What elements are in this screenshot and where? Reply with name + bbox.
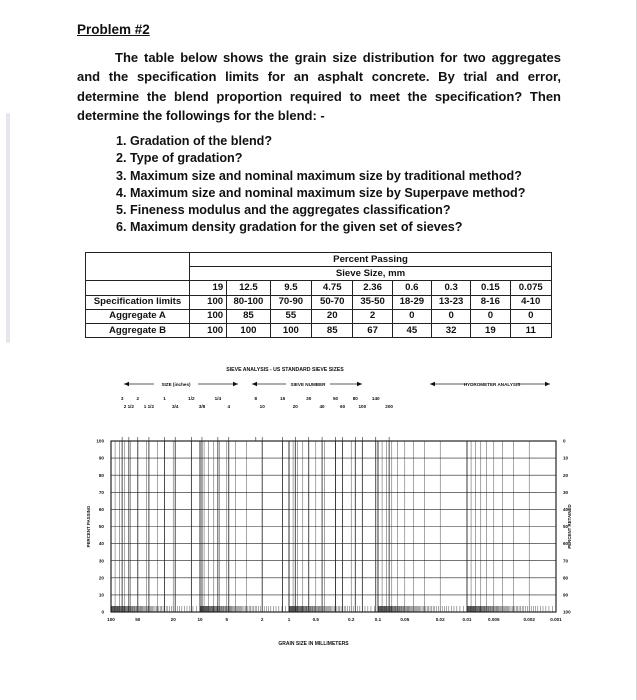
- right-axis-tick: 30: [563, 489, 569, 495]
- x-axis-tick: 10: [197, 617, 203, 622]
- right-axis-tick: 90: [563, 592, 569, 598]
- table-cell: 100: [270, 323, 311, 337]
- inch-size-label: 3: [120, 396, 124, 401]
- table-cell: [86, 281, 190, 295]
- sieve-number-label: 10: [259, 404, 265, 409]
- left-axis-tick: 0: [101, 609, 104, 615]
- gradation-chart: [80, 357, 580, 682]
- sieve-size-cell: 12.5: [227, 281, 271, 295]
- table-cell: 70-90: [270, 295, 311, 309]
- right-axis-tick: 80: [563, 575, 569, 581]
- left-axis-tick: 10: [98, 592, 104, 598]
- chart-grid: [111, 437, 556, 612]
- question-list: [116, 133, 525, 237]
- table-row: [86, 323, 552, 337]
- row-label: Specification limits: [86, 295, 190, 309]
- sieve-number-label: 40: [319, 404, 325, 409]
- sieve-number-label: 200: [385, 404, 393, 409]
- right-axis-title: PERCENT RETAINED: [567, 504, 572, 549]
- sieve-number-label: 100: [358, 404, 367, 409]
- table-cell: 85: [312, 323, 353, 337]
- sieve-size-cell: 2.36: [353, 281, 392, 295]
- x-axis-tick: 0.001: [550, 617, 562, 622]
- arrow-head-left: [430, 382, 435, 386]
- table-row: [86, 295, 552, 309]
- right-axis-tick: 20: [563, 472, 569, 478]
- sieve-size-cell: 9.5: [270, 281, 311, 295]
- question-item: [116, 150, 525, 167]
- table-cell: 0: [431, 309, 470, 323]
- sieve-number-label: 80: [352, 396, 358, 401]
- table-cell: 19: [471, 323, 510, 337]
- table-cell: 8-16: [471, 295, 510, 309]
- inch-size-label: 3/8: [198, 404, 206, 409]
- sieve-size-cell: 4.75: [312, 281, 353, 295]
- question-item: [116, 185, 525, 202]
- x-axis-tick: 0.1: [374, 617, 382, 622]
- table-cell: 80-100: [227, 295, 271, 309]
- sieve-size-cell: 19: [190, 281, 227, 295]
- left-axis-tick: 70: [98, 489, 104, 495]
- sieve-size-cell: 0.075: [510, 281, 551, 295]
- sieve-number-label: 60: [340, 404, 346, 409]
- question-number: 3.: [116, 168, 127, 183]
- table-cell: 0: [471, 309, 510, 323]
- x-axis-tick: 50: [135, 617, 141, 622]
- left-axis-tick: 50: [98, 524, 104, 530]
- table-cell: 55: [270, 309, 311, 323]
- x-axis-tick: 0.2: [348, 617, 355, 622]
- question-number: 2.: [116, 151, 127, 166]
- percent-passing-table: [85, 252, 552, 338]
- sieve-number-label: 16: [280, 396, 286, 401]
- chart-labels: [86, 367, 572, 647]
- x-axis-tick: 5: [225, 617, 229, 622]
- sieve-size-cell: 0.15: [471, 281, 510, 295]
- arrow-head-right: [357, 382, 362, 386]
- arrow-head-left: [124, 382, 129, 386]
- right-axis-tick: 100: [563, 609, 571, 615]
- table-cell: 13-23: [431, 295, 470, 309]
- arrow-head-left: [252, 382, 257, 386]
- inch-size-label: 1/4: [214, 396, 222, 401]
- question-text: Type of gradation?: [130, 151, 243, 166]
- table-cell: 100: [227, 323, 271, 337]
- sieve-size-cell: 0.6: [392, 281, 431, 295]
- left-axis-tick: 100: [96, 438, 104, 444]
- table-header-sub: Sieve Size, mm: [190, 267, 552, 281]
- sieve-number-label: 4: [227, 404, 231, 409]
- table-cell: 85: [227, 309, 271, 323]
- sieve-size-row: [86, 281, 552, 295]
- sieve-size-cell: 0.3: [431, 281, 470, 295]
- table-cell: 2: [353, 309, 392, 323]
- table-cell: 50-70: [312, 295, 353, 309]
- x-axis-tick: 100: [107, 617, 115, 622]
- table-cell: 100: [190, 309, 227, 323]
- sieve-number-label: 30: [306, 396, 312, 401]
- question-number: 5.: [116, 203, 127, 218]
- problem-intro: The table below shows the grain size distribution for two aggregates and the specification limits for an asphalt concrete. By trial and error, determine the blend proportion required to meet the specification? Then determine the followings for the blend: -: [77, 50, 561, 124]
- scroll-indicator[interactable]: [6, 113, 10, 343]
- right-axis-tick: 0: [563, 438, 566, 444]
- sieve-number-label: 140: [371, 396, 380, 401]
- inch-size-label: 1: [163, 396, 166, 401]
- x-axis-tick: 0.005: [488, 617, 500, 622]
- inch-size-label: 1 1/2: [143, 404, 155, 409]
- arrow-head-right: [545, 382, 550, 386]
- question-item: [116, 133, 525, 150]
- right-axis-tick: 70: [563, 558, 569, 564]
- left-axis-tick: 60: [98, 507, 104, 512]
- table-cell: 100: [190, 323, 227, 337]
- right-axis-tick: 60: [563, 541, 569, 547]
- left-axis-tick: 30: [98, 558, 104, 564]
- question-text: Fineness modulus and the aggregates classification?: [130, 203, 451, 218]
- x-axis-tick: 0.01: [462, 617, 472, 622]
- table-cell: 35-50: [353, 295, 392, 309]
- sieve-number-label: SIEVE NUMBER: [290, 382, 326, 387]
- sieve-number-label: 8: [254, 396, 258, 401]
- left-axis-title: PERCENT PASSING: [86, 505, 91, 548]
- left-axis-tick: 80: [98, 472, 104, 478]
- table-cell: 67: [353, 323, 392, 337]
- question-number: 1.: [116, 134, 127, 148]
- sieve-number-label: 50: [332, 396, 339, 401]
- table-cell: 0: [510, 309, 551, 323]
- question-number: 6.: [116, 220, 127, 235]
- inch-size-label: 1/2: [188, 396, 195, 401]
- left-axis-tick: 90: [98, 455, 104, 461]
- table-cell: 32: [431, 323, 470, 337]
- question-text: Maximum size and nominal maximum size by Superpave method?: [130, 185, 526, 200]
- table-cell: 45: [392, 323, 431, 337]
- question-item: [116, 202, 525, 219]
- left-axis-tick: 40: [98, 541, 104, 547]
- x-axis-tick: 0.05: [400, 617, 410, 622]
- row-label: Aggregate B: [86, 323, 190, 337]
- x-axis-tick: 1: [287, 617, 291, 622]
- x-axis-tick: 0.5: [312, 617, 319, 622]
- right-axis-tick: 10: [563, 455, 569, 461]
- question-item: [116, 168, 525, 185]
- right-axis-tick: 50: [563, 524, 569, 530]
- question-item: [116, 219, 525, 236]
- inch-size-label: 2: [136, 396, 140, 401]
- table-header-top: Percent Passing: [190, 253, 552, 267]
- table-cell: 0: [392, 309, 431, 323]
- question-text: Gradation of the blend?: [130, 134, 273, 148]
- chart-title: SIEVE ANALYSIS - US STANDARD SIEVE SIZES: [226, 367, 344, 373]
- left-axis-tick: 20: [98, 575, 104, 581]
- table-cell: 4-10: [510, 295, 551, 309]
- question-text: Maximum density gradation for the given set of sieves?: [130, 220, 463, 235]
- x-axis-tick: 20: [170, 617, 176, 622]
- arrow-head-right: [233, 382, 238, 386]
- right-axis-tick: 40: [563, 507, 569, 512]
- table-cell: 100: [190, 295, 227, 309]
- problem-title: Problem #2: [77, 22, 150, 37]
- row-label: Aggregate A: [86, 309, 190, 323]
- table-row: [86, 309, 552, 323]
- question-number: 4.: [116, 185, 127, 200]
- inch-size-label: 2 1/2: [123, 404, 134, 409]
- x-axis-tick: 0.002: [523, 617, 535, 622]
- inch-size-label: 3/4: [171, 404, 179, 409]
- table-corner-cell: [86, 253, 190, 281]
- x-axis-tick: 2: [260, 617, 264, 622]
- x-axis-tick: 0.02: [435, 617, 445, 622]
- question-text: Maximum size and nominal maximum size by traditional method?: [130, 168, 522, 183]
- hydrometer-label: HYDROMETER ANALYSIS: [463, 382, 521, 387]
- x-axis-title: GRAIN SIZE IN MILLIMETERS: [278, 641, 349, 647]
- table-cell: 11: [510, 323, 551, 337]
- size-label: SIZE (inches): [161, 382, 191, 387]
- sieve-number-label: 20: [292, 404, 298, 409]
- table-cell: 20: [312, 309, 353, 323]
- table-cell: 18-29: [392, 295, 431, 309]
